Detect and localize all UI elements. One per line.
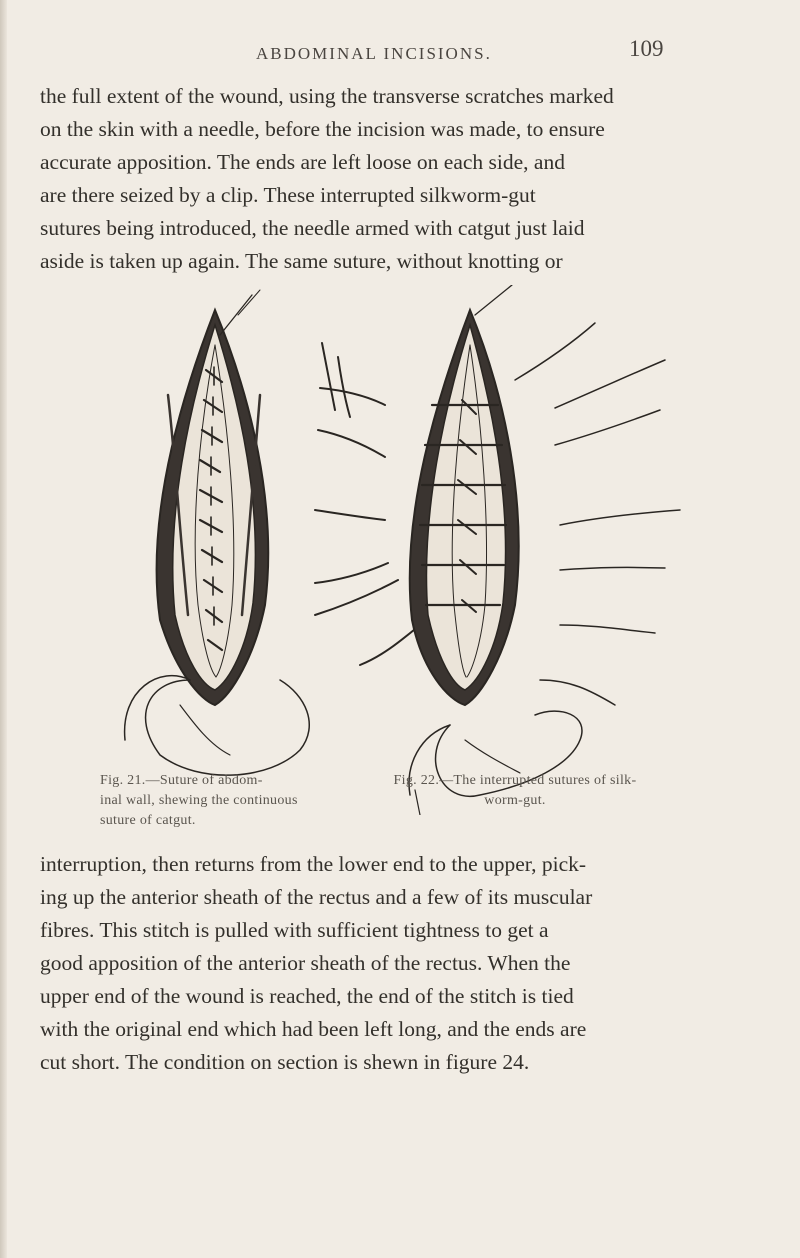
text-line: with the original end which had been left long, and the ends are (40, 1017, 587, 1041)
body-paragraph-bottom (40, 848, 700, 1079)
caption-line: worm-gut. (484, 793, 546, 808)
text-line: good apposition of the anterior sheath of the rectus. When the (40, 951, 571, 975)
text-line: on the skin with a needle, before the incision was made, to ensure (40, 117, 605, 141)
body-paragraph-top (40, 80, 680, 278)
text-line: sutures being introduced, the needle armed with catgut just laid (40, 216, 585, 240)
caption-line: inal wall, shewing the continuous (100, 793, 298, 808)
text-line: aside is taken up again. The same suture, without knotting or (40, 249, 563, 273)
page-number: 109 (629, 36, 664, 61)
fig21-wound-drawing (125, 290, 310, 775)
text-line: fibres. This stitch is pulled with sufficient tightness to get a (40, 918, 549, 942)
caption-line: Fig. 22.—The interrupted sutures of silk- (393, 773, 637, 788)
figure-21-caption (100, 771, 340, 831)
text-line: ing up the anterior sheath of the rectus and a few of its muscular (40, 885, 593, 909)
page-edge (0, 0, 7, 1258)
surgical-illustration (120, 285, 700, 815)
caption-line: suture of catgut. (100, 813, 196, 828)
text-line: the full extent of the wound, using the transverse scratches marked (40, 84, 614, 108)
text-line: upper end of the wound is reached, the end of the stitch is tied (40, 984, 574, 1008)
text-line: cut short. The condition on section is shewn in figure 24. (40, 1050, 530, 1074)
text-line: interruption, then returns from the lower end to the upper, pick- (40, 852, 587, 876)
running-head: ABDOMINAL INCISIONS. (256, 44, 492, 63)
caption-line: Fig. 21.—Suture of abdom- (100, 773, 263, 788)
text-line: accurate apposition. The ends are left loose on each side, and (40, 150, 565, 174)
fig22-wound-drawing (409, 285, 582, 815)
text-line: are there seized by a clip. These interrupted silkworm-gut (40, 183, 536, 207)
figure-22-caption (355, 771, 675, 811)
